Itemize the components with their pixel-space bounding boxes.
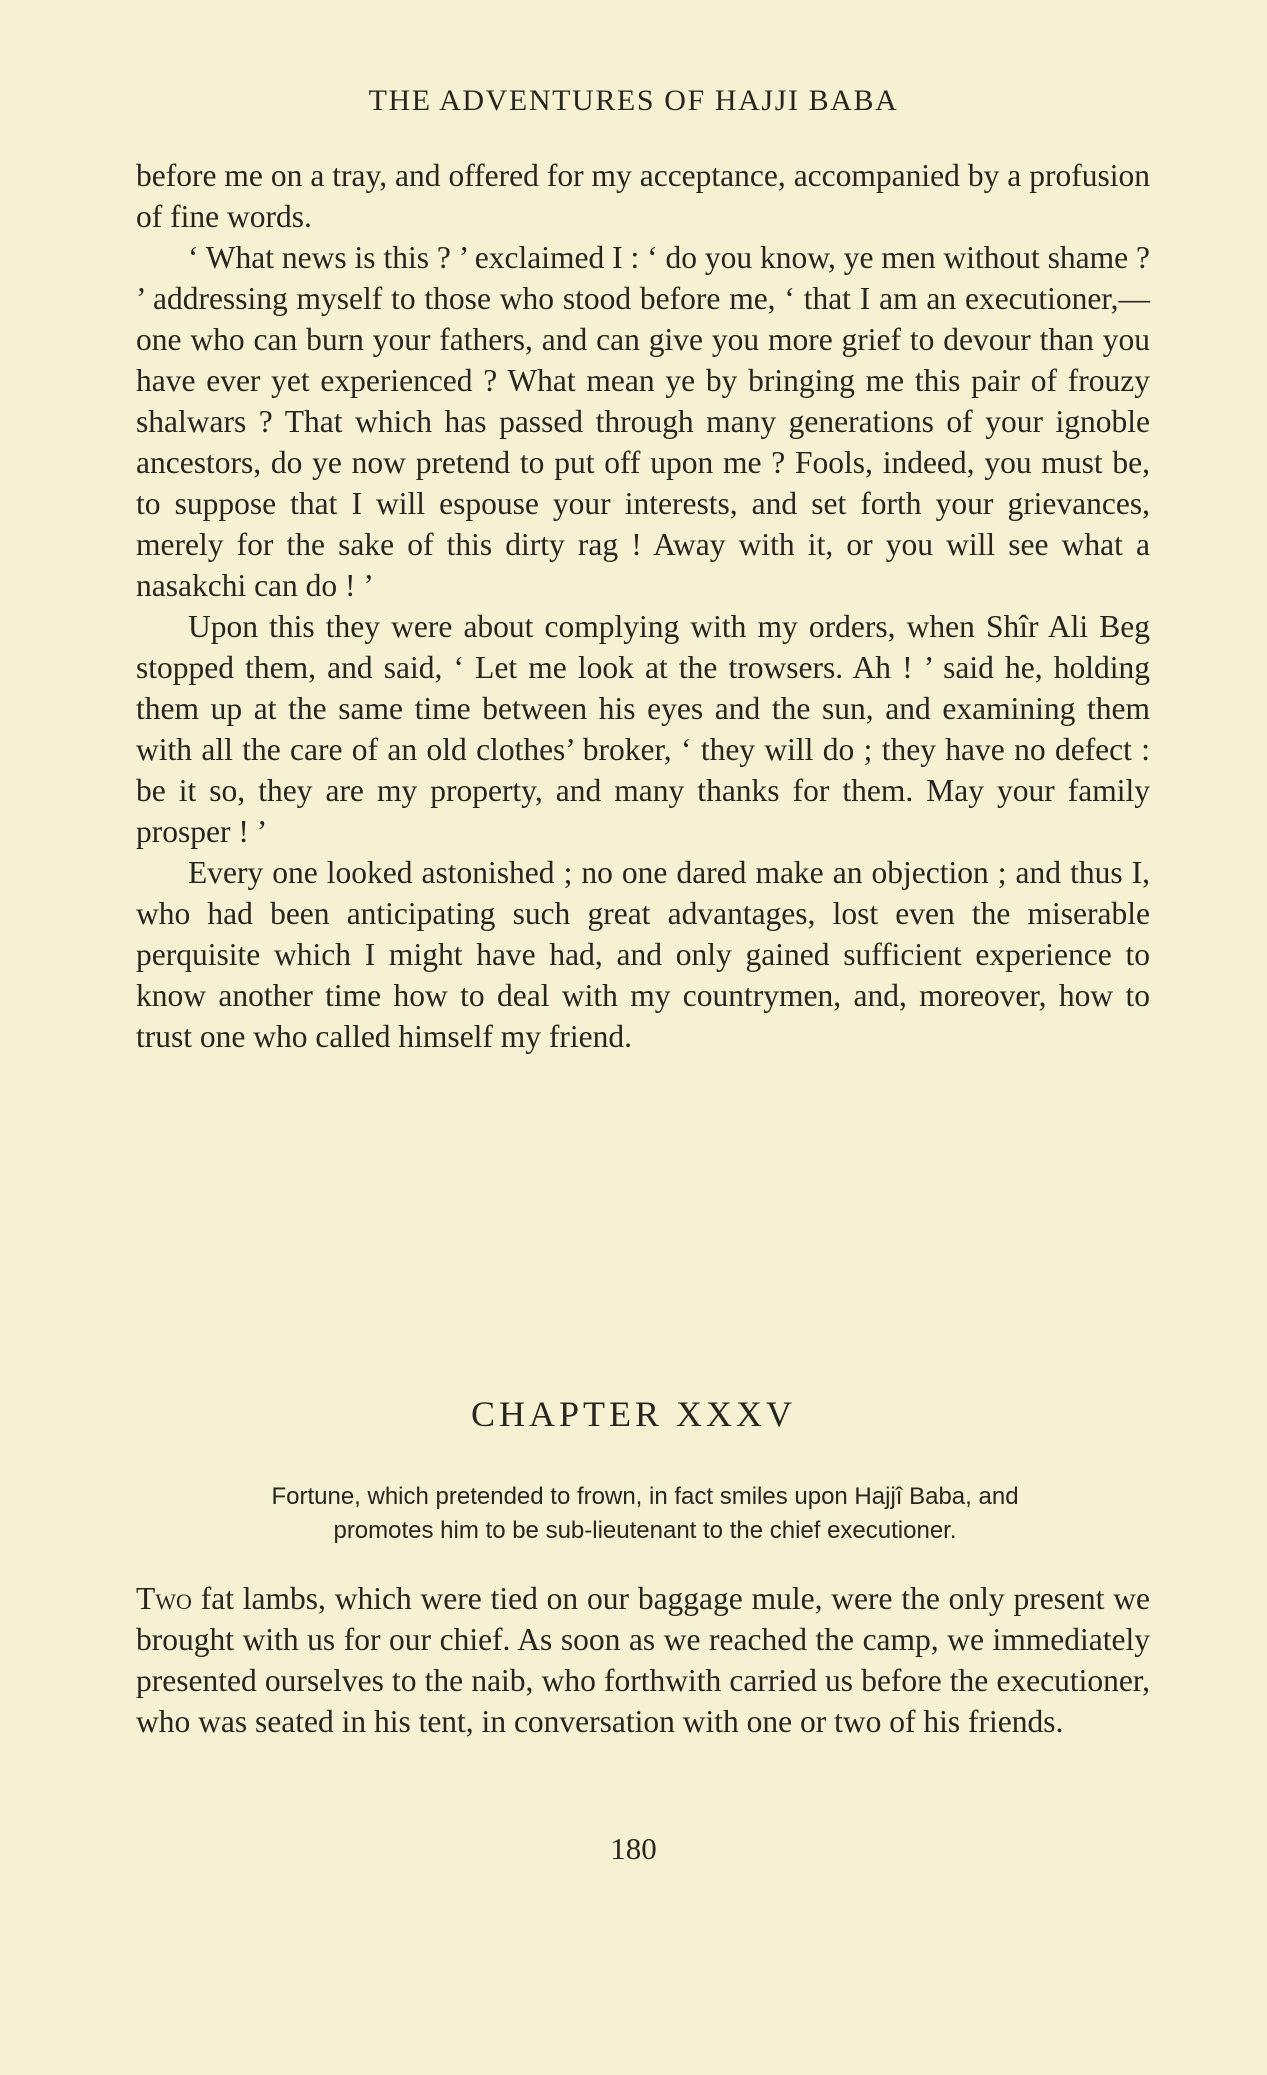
synopsis-line-1: Fortune, which pretended to frown, in fact smiles upon Hajjî Baba, and (271, 1483, 1019, 1510)
paragraph-shir-ali: Upon this they were about complying with my orders, when Shîr Ali Beg stopped them, and said, ‘ Let me look at the trowsers. Ah ! ’ said he, holding them up at the same time between his eyes and the sun, and examining them with all the care of an old clothes’ broker, ‘ they will do ; they have no defect : be it so, they are my property, and many thanks for them. May your family prosper ! ’ (136, 609, 1150, 849)
page-number: 180 (610, 1831, 657, 1866)
chapter-synopsis (150, 1480, 1140, 1548)
synopsis-line-2: promotes him to be sub-lieutenant to the chief executioner. (333, 1517, 957, 1544)
opening-paragraph-text: fat lambs, which were tied on our baggage mule, were the only present we brought with us for our chief. As soon as we reached the camp, we immediately presented ourselves to the naib, who forthwith carried us before the executioner, who was seated in his tent, in conversation with one or two of his friends. (136, 1581, 1150, 1739)
running-title: THE ADVENTURES OF HAJJI BABA (368, 84, 899, 117)
chapter-opening-paragraph (136, 1578, 1150, 1742)
body-text-bottom (136, 1578, 1150, 1742)
body-text-top (136, 155, 1150, 1057)
paragraph-conclusion: Every one looked astonished ; no one dared make an objection ; and thus I, who had been anticipating such great advantages, lost even the miserable perquisite which I might have had, and only gained sufficient experience to know another time how to deal with my countrymen, and, moreover, how to trust one who called himself my friend. (136, 855, 1150, 1054)
opening-word: Two (136, 1581, 192, 1616)
chapter-heading: CHAPTER XXXV (470, 1394, 796, 1434)
paragraph-speech: ‘ What news is this ? ’ exclaimed I : ‘ do you know, ye men without shame ? ’ addressing myself to those who stood before me, ‘ that I am an executioner,—one who can burn your fathers, and can give you more grief to devour than you have ever yet experienced ? What mean ye by bringing me this pair of frouzy shalwars ? That which has passed through many generations of your ignoble ancestors, do ye now pretend to put off upon me ? Fools, indeed, you must be, to suppose that I will espouse your interests, and set forth your grievances, merely for the sake of this dirty rag ! Away with it, or you will see what a nasakchi can do ! ’ (136, 240, 1150, 603)
paragraph-continuation: before me on a tray, and offered for my acceptance, accompanied by a profusion of fine words. (136, 158, 1150, 234)
